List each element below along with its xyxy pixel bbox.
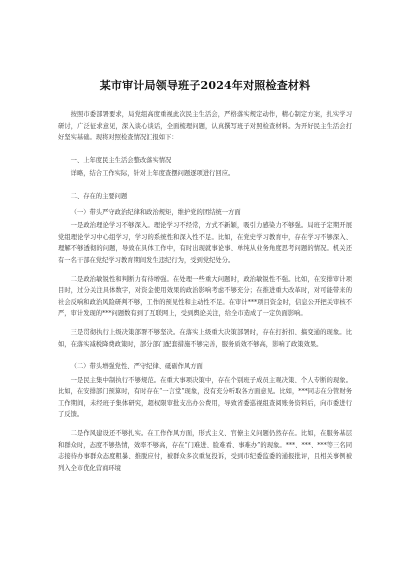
document-title: 某市审计局领导班子2024年对照检查材料	[99, 79, 311, 92]
section2-heading: 二、存在的主要问题	[70, 192, 128, 200]
subsection1-paragraph-1: 一是政治理论学习不够深入。理论学习不经常，方式不新颖，吸引力感染力不够强。局班子定期开展党组理论学习中心组学习，学习的系统性和深入性不足。比如，在党史学习教育中，存在学习不够深入、理解不够透彻的问题，导致在具体工作中，有时出现就事论事、单纯从业务角度思考问题的情况。机关还有一名干部在党纪学习教育期间发生违纪行为，受到党纪处分。	[58, 222, 352, 264]
subsection2-heading: （二）带头增强党性、严守纪律、砥砺作风方面	[70, 363, 203, 371]
subsection2-paragraph-1: 一是民主集中制执行不够规范。在重大事项决策中，存在个别班子成员主观决策、个人专断的现象。比如，在安排部门预算时，有时存在“一言堂”现象，没有充分听取各方面意见。比如，***同志在分管财务工作期间，未经班子集体研究，超权限审批支出办公费用，导致省委巡视组查阅账务资料后，向市委进行了反馈。	[58, 376, 352, 419]
subsection2-paragraph-2: 二是作风建设还不够扎实。在工作作风方面，形式主义、官僚主义问题仍然存在。比如，在服务基层和群众时，态度不够热情，效率不够高，存在“门难进、脸难看、事难办”的现象。***、***、***等三名同志接待办事群众态度粗暴、推脱应付，被群众多次重复投诉，受到市纪委监委的通报批评，且相关事例被列入全市优化营商环境	[58, 430, 352, 472]
subsection1-paragraph-3: 三是贯彻执行上级决策部署不够坚决。在落实上级重大决策部署时，存在打折扣、搞变通的现象。比如，在落实减税降费政策时，部分部门配套措施不够完善，服务质效不够高，影响了政策效果。	[58, 328, 352, 348]
section1-body: 详略，结合工作实际，针对上年度查摆问题逐项进行回应。	[70, 170, 235, 178]
section1-heading: 一、上年度民主生活会整改落实情况	[70, 156, 172, 164]
subsection1-paragraph-2: 二是政治敏锐性和判断力有待增强。在处理一些重大问题时，政治敏锐性不强。比如，在安排审计项目时，过分关注具体数字，对资金使用效果的政治影响考虑不够充分；在推进重大改革时，对可能带来的社会反响和政治风险研判不够，工作的预见性和主动性不足。在审计***项目资金时，信息公开把关审核不严，审计发现的***问题数有到了互联网上，受到舆论关注，给全市造成了一定负面影响。	[58, 275, 352, 318]
subsection1-heading: （一）带头严守政治纪律和政治规矩，维护党的团结统一方面	[70, 208, 241, 216]
intro-paragraph: 按照市委部署要求，局党组高度重视此次民主生活会，严格落实规定动作，精心制定方案，扎实学习研讨，广泛征求意见，深入谈心谈话，全面梳理问题，认真撰写班子对照检查材料。为开好民主生活会打好坚实基础。现将对照检查情况汇报如下：	[58, 111, 352, 142]
